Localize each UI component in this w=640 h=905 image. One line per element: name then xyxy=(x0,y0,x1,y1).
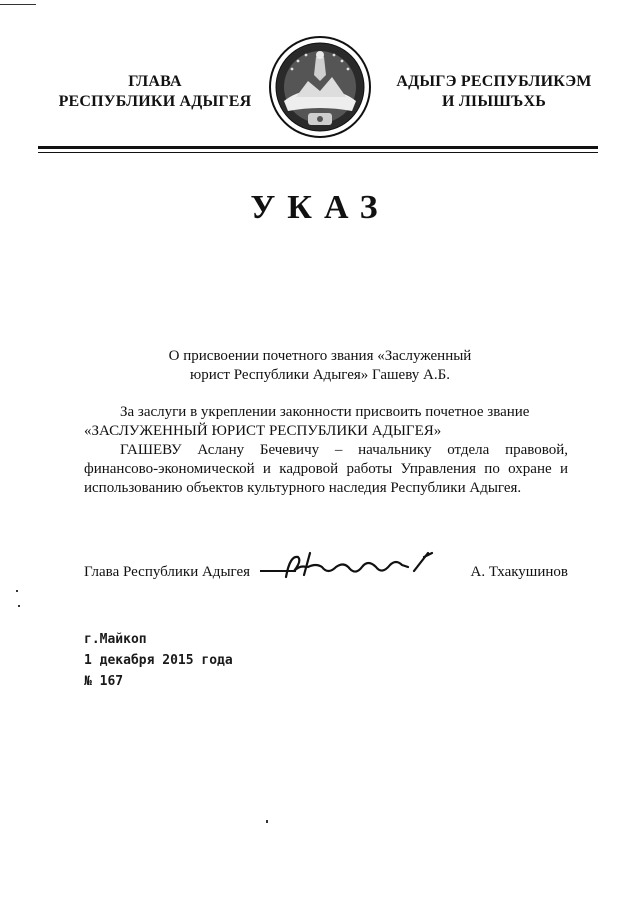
decree-subject xyxy=(100,347,540,385)
handwritten-signature xyxy=(256,545,436,585)
subject-line2: юрист Республики Адыгея» Гашеву А.Б. xyxy=(190,367,450,383)
decree-footer xyxy=(84,629,284,692)
signatory-position: Глава Республики Адыгея xyxy=(84,564,251,580)
honorary-title: «ЗАСЛУЖЕННЫЙ ЮРИСТ РЕСПУБЛИКИ АДЫГЕЯ» xyxy=(84,423,442,439)
body-paragraph-1: За заслуги в укреплении законности присвоить почетное звание xyxy=(120,404,530,420)
scan-artifact xyxy=(0,4,36,5)
issue-city: г.Майкоп xyxy=(84,632,147,647)
header-left-line2: РЕСПУБЛИКИ АДЫГЕЯ xyxy=(58,93,252,110)
decree-number: № 167 xyxy=(84,674,124,689)
decree-body xyxy=(84,403,568,498)
body-paragraph-2: ГАШЕВУ Аслану Бечевичу – начальнику отдела правовой, финансово-экономической и кадровой работы Управления по охране и использованию объектов культурного наследия Республики Адыгея. xyxy=(84,442,568,496)
scan-artifact xyxy=(266,820,268,823)
coat-of-arms-icon xyxy=(268,35,372,139)
header-rule-thin xyxy=(38,152,598,153)
header-left xyxy=(44,72,266,112)
issue-date: 1 декабря 2015 года xyxy=(84,653,233,668)
header-right xyxy=(376,72,612,112)
header-right-line2: И ЛІЫШЪХЬ xyxy=(441,93,547,110)
scan-artifact xyxy=(16,590,18,592)
signatory-name: А. Тхакушинов xyxy=(470,564,568,580)
scan-artifact xyxy=(18,605,20,607)
document-title: УКАЗ xyxy=(250,189,390,226)
subject-line1: О присвоении почетного звания «Заслуженный xyxy=(168,348,472,364)
header-left-line1: ГЛАВА xyxy=(128,73,182,90)
header-rule-thick xyxy=(38,146,598,149)
header-right-line1: АДЫГЭ РЕСПУБЛИКЭМ xyxy=(396,73,592,90)
